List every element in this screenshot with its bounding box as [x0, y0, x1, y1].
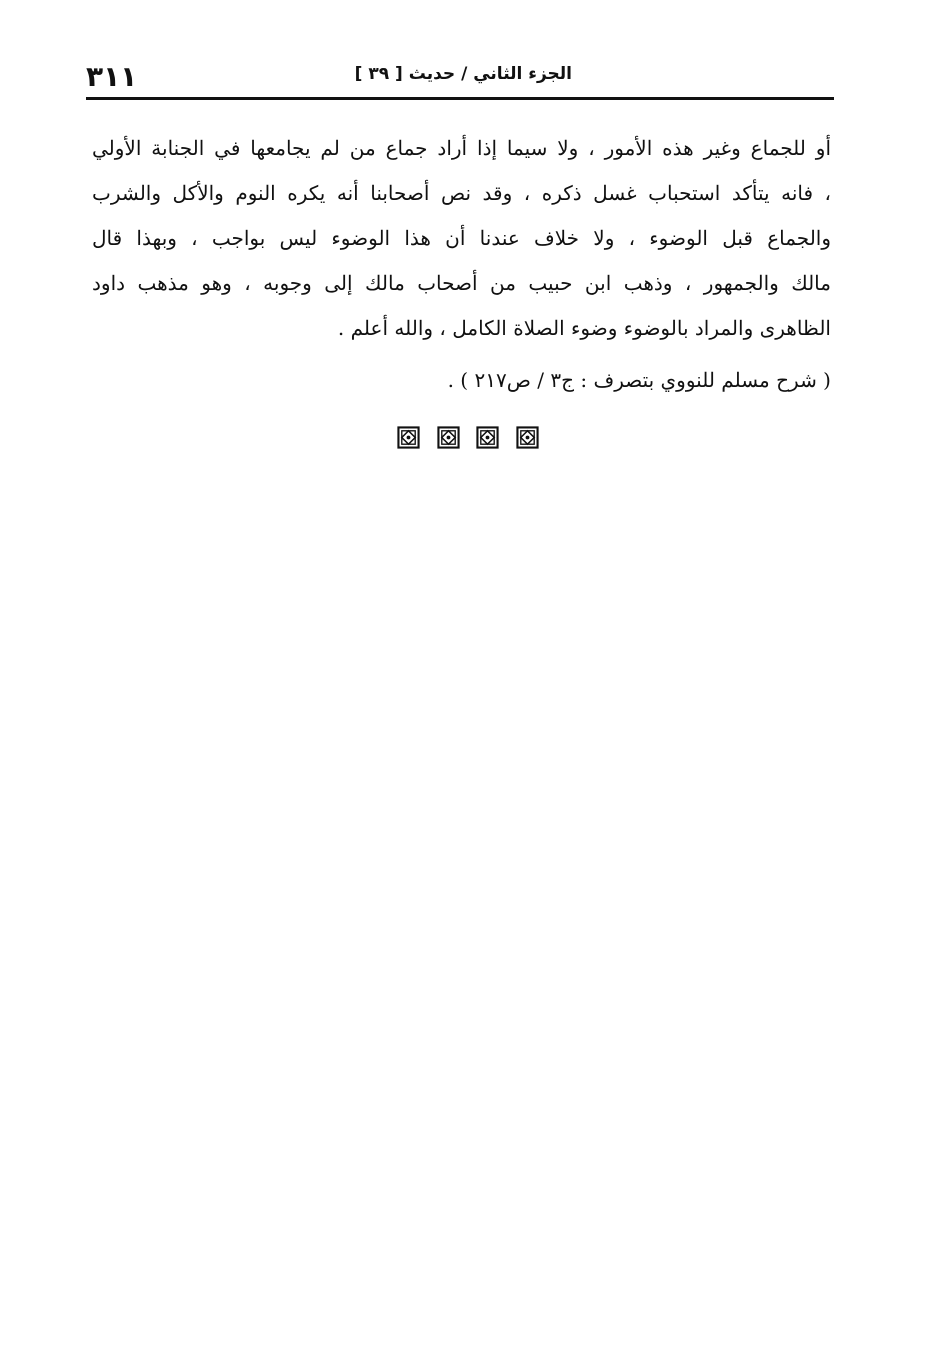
- body-paragraph: [92, 126, 831, 351]
- decorative-knot-icon: [437, 426, 460, 449]
- header-rule: [86, 97, 834, 100]
- decorative-knot-icon: [516, 426, 539, 449]
- body-line: الظاهرى والمراد بالوضوء وضوء الصلاة الكامل ، والله أعلم .: [337, 316, 831, 340]
- section-end-ornaments: [397, 426, 539, 452]
- decorative-knot-icon: [397, 426, 420, 449]
- running-head: الجزء الثاني / حديث [ ٣٩ ]: [354, 64, 572, 84]
- body-line: والجماع قبل الوضوء ، ولا خلاف عندنا أن هذا الوضوء ليس بواجب ، وبهذا قال: [92, 226, 831, 250]
- page-number: ٣١١: [86, 60, 138, 93]
- page-header: [86, 56, 834, 96]
- body-line: أو للجماع وغير هذه الأمور ، ولا سيما إذا أراد جماع من لم يجامعها في الجنابة الأولي: [92, 136, 831, 160]
- decorative-knot-icon: [476, 426, 499, 449]
- body-line: ، فانه يتأكد استحباب غسل ذكره ، وقد نص أصحابنا أنه يكره النوم والأكل والشرب: [92, 181, 832, 205]
- body-line: مالك والجمهور ، وذهب ابن حبيب من أصحاب مالك إلى وجوبه ، وهو مذهب داود: [92, 271, 831, 295]
- source-citation: ( شرح مسلم للنووي بتصرف : ج٣ / ص٢١٧ ) .: [447, 368, 831, 392]
